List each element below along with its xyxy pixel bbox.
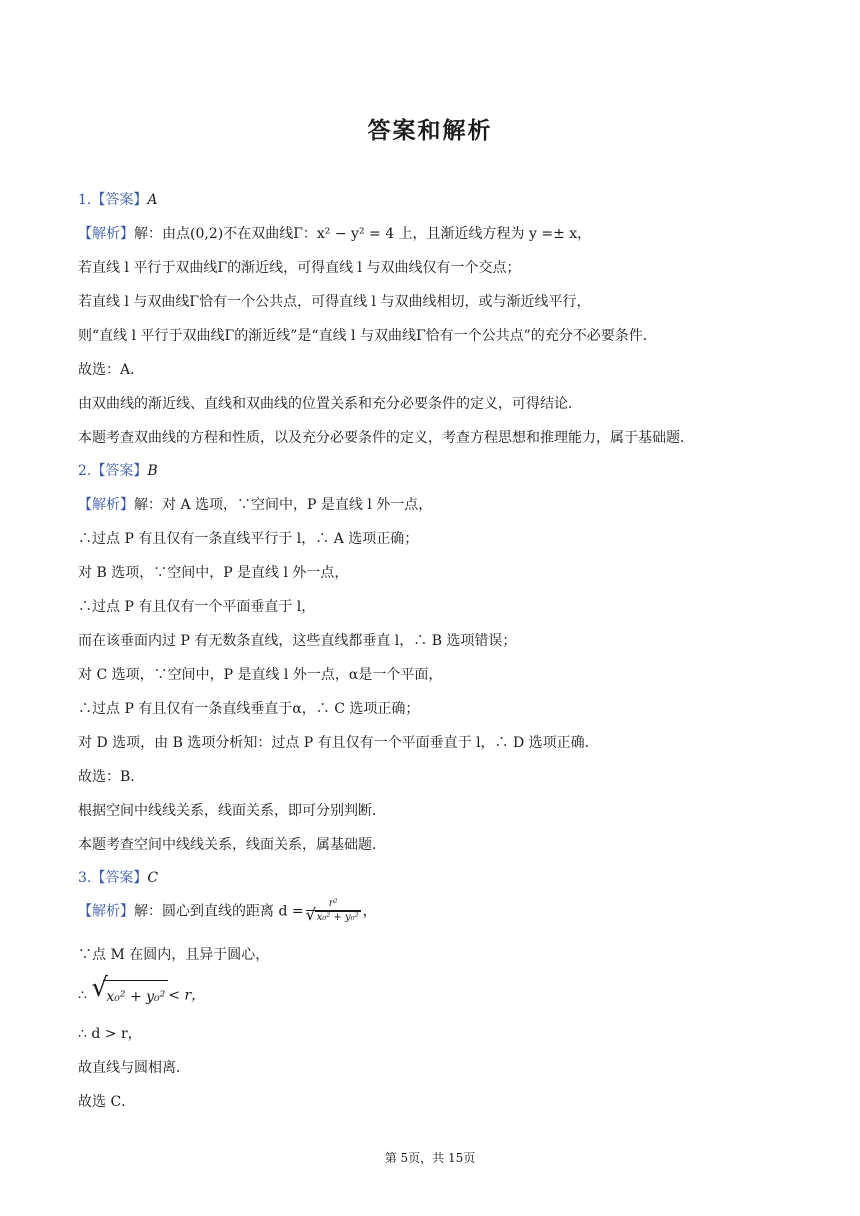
q2-number: 2. — [78, 463, 92, 479]
q1-line-1 — [78, 224, 591, 244]
q1-line-7: 本题考查双曲线的方程和性质，以及充分必要条件的定义，考查方程思想和推理能力，属于基础题． — [78, 430, 694, 446]
q1-answer-value: A — [147, 192, 158, 208]
q2-answer-value: B — [147, 463, 158, 479]
denominator-sqrt — [305, 905, 361, 925]
q2-line-11: 本题考查空间中线线关系，线面关系，属基础题． — [78, 837, 386, 853]
q3-answer-value: C — [147, 870, 159, 886]
radical-sign: √ — [91, 973, 108, 1003]
sqrt-radicand: x₀² + y₀² — [103, 980, 168, 1011]
q1-line-3: 若直线 l 与双曲线Γ恰有一个公共点，可得直线 l 与双曲线相切，或与渐近线平行， — [78, 294, 591, 310]
q3-line-5: 故直线与圆相离． — [78, 1060, 190, 1076]
q1-analysis-tag: 【解析】 — [78, 226, 134, 242]
q2-line-7: ∴过点 P 有且仅有一条直线垂直于α，∴ C 选项正确； — [78, 701, 420, 717]
q3-line-1-tail: ， — [362, 903, 377, 920]
q3-answer-tag: 【答案】 — [91, 870, 148, 886]
page-footer: 第 5页，共 15页 — [384, 1151, 476, 1165]
fraction-denominator — [305, 905, 361, 925]
q3-line-3-tail: < r， — [168, 987, 206, 1004]
q3-line-2: ∵点 M 在圆内，且异于圆心， — [78, 947, 270, 963]
q1-answer-tag: 【答案】 — [91, 192, 148, 208]
q2-line-6: 对 C 选项，∵空间中，P 是直线 l 外一点，α是一个平面， — [78, 667, 443, 683]
q3-number: 3. — [78, 870, 92, 886]
fraction-numerator: r² — [306, 898, 361, 911]
q2-line-2: ∴过点 P 有且仅有一条直线平行于 l，∴ A 选项正确； — [78, 531, 419, 547]
q3-answer-heading — [78, 868, 158, 888]
q1-answer-heading — [78, 190, 157, 210]
q2-analysis-tag: 【解析】 — [78, 497, 134, 513]
q2-line-9: 故选：B． — [78, 769, 145, 785]
therefore-symbol: ∴ — [78, 987, 87, 1004]
q1-line-6: 由双曲线的渐近线、直线和双曲线的位置关系和充分必要条件的定义，可得结论． — [78, 396, 582, 412]
q2-line-8: 对 D 选项，由 B 选项分析知：过点 P 有且仅有一个平面垂直于 l，∴ D 选项正确． — [78, 735, 599, 751]
q1-number: 1. — [78, 192, 92, 208]
q2-line-4: ∴过点 P 有且仅有一个平面垂直于 l， — [78, 599, 316, 615]
q2-line-5: 而在该垂面内过 P 有无数条直线，这些直线都垂直 l，∴ B 选项错误； — [78, 633, 517, 649]
denominator-radicand: x₀² + y₀² — [316, 912, 359, 923]
q1-line-2: 若直线 l 平行于双曲线Γ的渐近线，可得直线 l 与双曲线仅有一个交点； — [78, 260, 521, 276]
radius-comparison-sqrt — [91, 973, 168, 1011]
q2-answer-tag: 【答案】 — [91, 463, 148, 479]
distance-fraction — [306, 898, 361, 925]
q1-line-4: 则“直线 l 平行于双曲线Γ的渐近线”是“直线 l 与双曲线Γ恰有一个公共点”的充分不必要条件． — [78, 328, 657, 344]
q1-line-5: 故选：A． — [78, 362, 145, 378]
q2-line-1-text: 解：对 A 选项，∵空间中，P 是直线 l 外一点， — [134, 497, 433, 513]
q3-line-3 — [78, 973, 206, 1011]
q3-line-1 — [78, 898, 377, 925]
q1-line-1-text: 解：由点(0,2)不在双曲线Γ：x² − y² = 4 上，且渐近线方程为 y =± x， — [134, 226, 592, 242]
q3-line-1-text: 解：圆心到直线的距离 d = — [134, 903, 304, 920]
page-title: 答案和解析 — [367, 118, 493, 144]
q2-line-3: 对 B 选项，∵空间中，P 是直线 l 外一点， — [78, 565, 349, 581]
q2-answer-heading — [78, 461, 158, 481]
radical-sign: √ — [305, 905, 316, 924]
q2-line-10: 根据空间中线线关系，线面关系，即可分别判断． — [78, 803, 386, 819]
q3-analysis-tag: 【解析】 — [78, 903, 134, 920]
q2-line-1 — [78, 495, 432, 515]
q3-line-4: ∴ d > r， — [78, 1026, 142, 1042]
q3-line-6: 故选 C． — [78, 1094, 136, 1110]
